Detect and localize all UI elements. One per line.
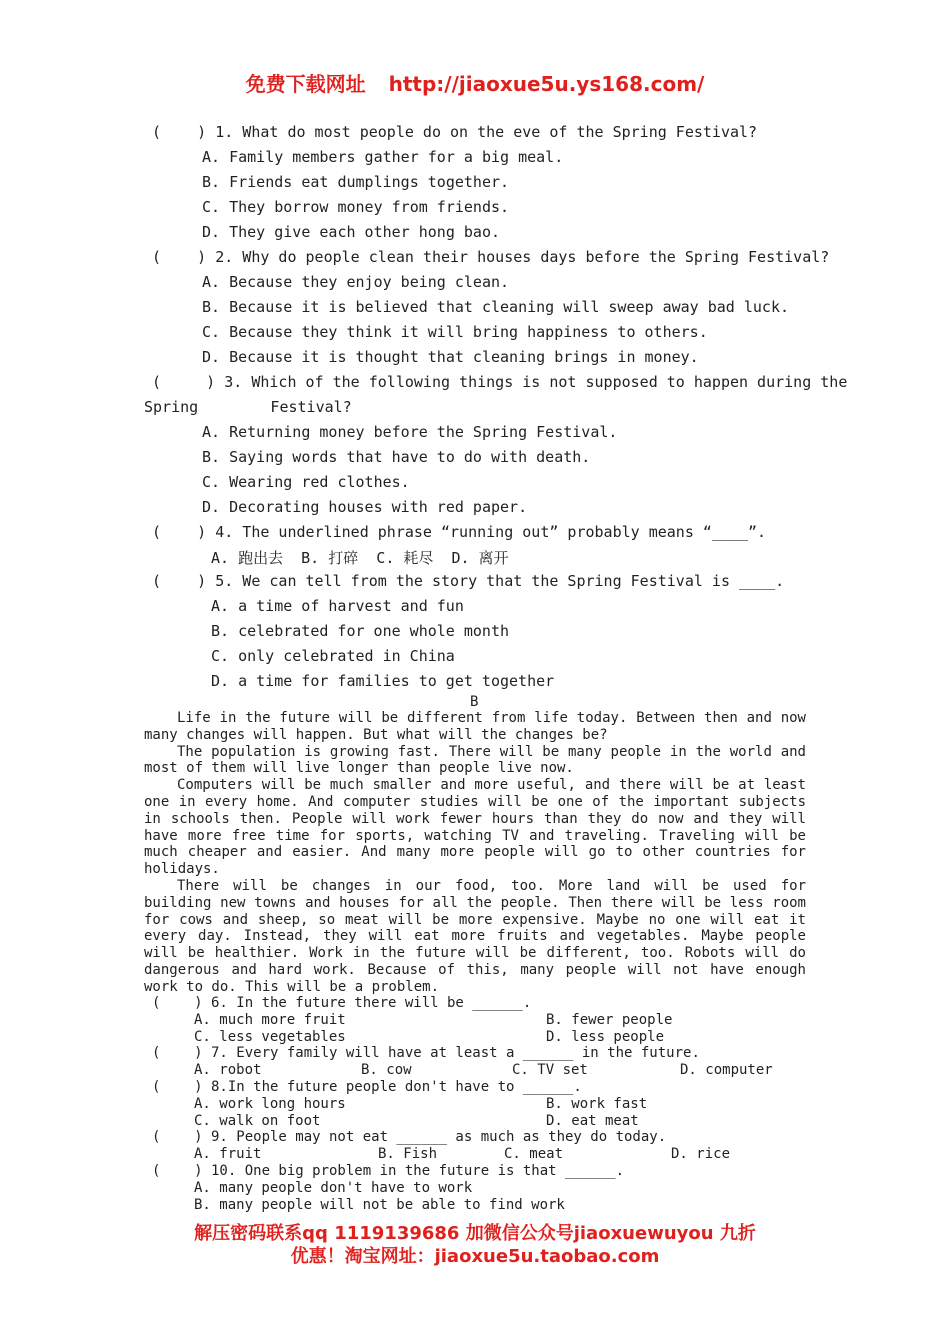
question-3-option-b: B. Saying words that have to do with death. xyxy=(202,448,591,466)
section-b-heading: B xyxy=(470,694,479,710)
question-10-option-a: A. many people don't have to work xyxy=(194,1180,473,1196)
question-3-option-a: A. Returning money before the Spring Festival. xyxy=(202,423,618,441)
question-5-option-c: C. only celebrated in China xyxy=(211,647,455,665)
question-2-option-a: A. Because they enjoy being clean. xyxy=(202,273,510,291)
question-2-stem: ( ) 2. Why do people clean their houses days before the Spring Festival? xyxy=(152,248,830,266)
question-7-option-a: A. robot xyxy=(194,1062,262,1078)
question-1-option-d: D. They give each other hong bao. xyxy=(202,223,501,241)
question-3-stem-line2: Spring Festival? xyxy=(144,398,352,416)
question-5-option-b: B. celebrated for one whole month xyxy=(211,622,510,640)
question-2-option-d: D. Because it is thought that cleaning brings in money. xyxy=(202,348,699,366)
question-4-options: A. 跑出去 B. 打碎 C. 耗尽 D. 离开 xyxy=(211,549,509,567)
question-2-option-b: B. Because it is believed that cleaning will sweep away bad luck. xyxy=(202,298,789,316)
header-url-link[interactable]: http://jiaoxue5u.ys168.com/ xyxy=(388,72,705,96)
question-8-option-a: A. work long hours xyxy=(194,1096,346,1112)
reading-passage xyxy=(144,710,806,996)
question-10-stem: ( ) 10. One big problem in the future is that ______. xyxy=(152,1163,625,1179)
question-6-option-d: D. less people xyxy=(546,1029,665,1045)
question-1-option-c: C. They borrow money from friends. xyxy=(202,198,510,216)
question-6-option-c: C. less vegetables xyxy=(194,1029,346,1045)
question-6-stem: ( ) 6. In the future there will be ______. xyxy=(152,995,532,1011)
question-6-option-a: A. much more fruit xyxy=(194,1012,346,1028)
question-9-option-c: C. meat xyxy=(504,1146,564,1162)
footer-line-1: 解压密码联系qq 1119139686 加微信公众号jiaoxuewuyou 九折 xyxy=(194,1223,756,1244)
question-9-option-b: B. Fish xyxy=(378,1146,438,1162)
question-9-option-a: A. fruit xyxy=(194,1146,262,1162)
question-1-option-a: A. Family members gather for a big meal. xyxy=(202,148,564,166)
question-9-stem: ( ) 9. People may not eat ______ as much as they do today. xyxy=(152,1129,667,1145)
question-6-option-b: B. fewer people xyxy=(546,1012,673,1028)
question-7-option-c: C. TV set xyxy=(512,1062,588,1078)
question-7-option-b: B. cow xyxy=(361,1062,412,1078)
question-5-stem: ( ) 5. We can tell from the story that the Spring Festival is ____. xyxy=(152,572,785,590)
question-9-option-d: D. rice xyxy=(671,1146,731,1162)
question-8-option-b: B. work fast xyxy=(546,1096,648,1112)
header-banner xyxy=(0,68,950,97)
question-5-option-a: A. a time of harvest and fun xyxy=(211,597,464,615)
footer-line-2: 优惠！淘宝网址：jiaoxue5u.taobao.com xyxy=(290,1246,660,1267)
question-3-stem-line1: ( ) 3. Which of the following things is not supposed to happen during the xyxy=(152,373,848,391)
question-10-option-b: B. many people will not be able to find work xyxy=(194,1197,565,1213)
passage-paragraph: Life in the future will be different from life today. Between then and now many changes will happen. But what will the changes be? xyxy=(144,710,806,743)
question-8-stem: ( ) 8.In the future people don't have to ______. xyxy=(152,1079,582,1095)
passage-paragraph: Computers will be much smaller and more useful, and there will be at least one in every home. And computer studies will be one of the important subjects in schools then. People will work fewer hours than they do now and they will have more free time for sports, watching TV and traveling. Traveling will be much cheaper and easier. And many more people will go to other countries for holidays. xyxy=(144,777,806,878)
question-7-option-d: D. computer xyxy=(680,1062,773,1078)
question-4-stem: ( ) 4. The underlined phrase “running out” probably means “____”. xyxy=(152,523,767,541)
passage-paragraph: The population is growing fast. There will be many people in the world and most of them will live longer than people live now. xyxy=(144,743,806,777)
question-3-option-c: C. Wearing red clothes. xyxy=(202,473,410,491)
passage-paragraph: There will be changes in our food, too. More land will be used for building new towns and houses for all the people. Then there will be less room for cows and sheep, so meat will be more expensive. Maybe no one will eat it every day. Instead, they will eat more fruits and vegetables. Maybe people will be healthier. Work in the future will be different, too. Robots will do dangerous and hard work. Because of this, many people will not have enough work to do. This will be a problem. xyxy=(144,877,806,995)
question-3-option-d: D. Decorating houses with red paper. xyxy=(202,498,528,516)
question-1-stem: ( ) 1. What do most people do on the eve of the Spring Festival? xyxy=(152,123,758,141)
header-label: 免费下载网址 xyxy=(245,72,366,96)
question-2-option-c: C. Because they think it will bring happiness to others. xyxy=(202,323,708,341)
question-7-stem: ( ) 7. Every family will have at least a ______ in the future. xyxy=(152,1045,700,1061)
question-1-option-b: B. Friends eat dumplings together. xyxy=(202,173,510,191)
question-5-option-d: D. a time for families to get together xyxy=(211,672,555,690)
question-8-option-d: D. eat meat xyxy=(546,1113,639,1129)
question-8-option-c: C. walk on foot xyxy=(194,1113,321,1129)
